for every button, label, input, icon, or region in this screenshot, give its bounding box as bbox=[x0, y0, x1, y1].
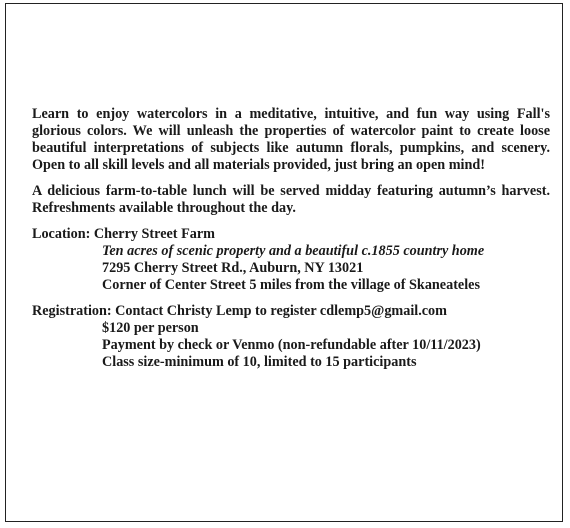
flyer-content bbox=[32, 106, 550, 380]
registration-label: Registration: bbox=[32, 303, 112, 319]
location-label: Location: bbox=[32, 226, 91, 242]
location-name: Cherry Street Farm bbox=[93, 226, 215, 242]
registration-price: $120 per person bbox=[102, 320, 199, 336]
description-paragraph-1: Learn to enjoy watercolors in a meditative, intuitive, and fun way using Fall's glorious colors. We will unleash the properties of watercolor paint to create loose beautiful interpretations of subjects like autumn florals, pumpkins, and scenery. Open to all skill levels and all materials provided, just bring an open mind! bbox=[32, 106, 550, 173]
flyer-frame bbox=[5, 3, 563, 522]
registration-class-size: Class size-minimum of 10, limited to 15 participants bbox=[102, 354, 417, 370]
location-address: 7295 Cherry Street Rd., Auburn, NY 13021 bbox=[102, 260, 364, 276]
registration-contact: Contact Christy Lemp to register cdlemp5@gmail.com bbox=[115, 303, 447, 319]
location-tagline: Ten acres of scenic property and a beautiful c.1855 country home bbox=[102, 243, 485, 259]
registration-row bbox=[32, 303, 550, 320]
registration-section bbox=[32, 303, 550, 371]
location-section bbox=[32, 226, 550, 294]
registration-payment: Payment by check or Venmo (non-refundable after 10/11/2023) bbox=[102, 337, 481, 353]
location-row bbox=[32, 226, 550, 243]
location-directions: Corner of Center Street 5 miles from the village of Skaneateles bbox=[102, 277, 480, 293]
description-paragraph-2: A delicious farm-to-table lunch will be served midday featuring autumn’s harvest. Refreshments available throughout the day. bbox=[32, 183, 550, 216]
